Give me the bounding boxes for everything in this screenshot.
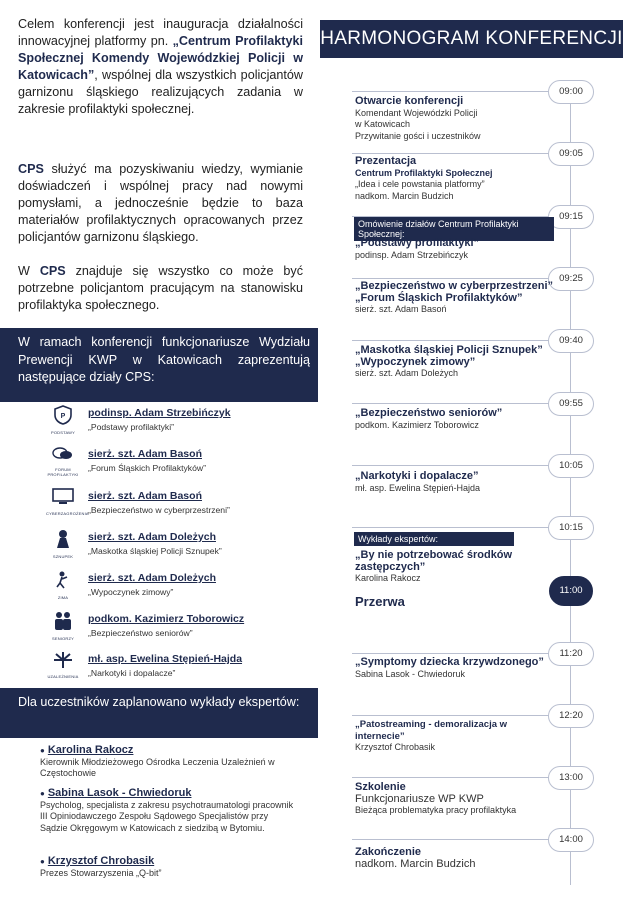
event-cyber-forum xyxy=(355,281,555,316)
event-line: Sabina Lasok - Chwiedoruk xyxy=(355,668,466,679)
event-title: „Patostreaming - demoralizacja w internecie” xyxy=(355,719,508,742)
cps-full-name: „Centrum Profilaktyki Społecznej Komendy Wojewódzkiej Policji w Katowicach” xyxy=(18,34,303,82)
event-line: Karolina Rakocz xyxy=(355,573,421,583)
intro-p1-text-end: , wspólnej dla wszystkich policjantów garnizonu śląskiego realizujących zadania w zakresie profilaktyki społecznej. xyxy=(18,68,303,116)
event-narkotyki xyxy=(355,471,555,494)
section-tag: Wykłady ekspertów: xyxy=(354,532,514,546)
expert-desc: Kierownik Młodzieżowego Ośrodka Leczenia Uzależnień w Częstochowie xyxy=(40,756,275,778)
event-break xyxy=(355,596,555,608)
forum-icon xyxy=(46,446,80,480)
event-expert-1 xyxy=(355,550,585,585)
timeline-divider xyxy=(352,777,549,778)
event-line: sierż. szt. Adam Doleżych xyxy=(355,368,459,378)
timeline-divider xyxy=(352,278,549,279)
event-title: „Symptomy dziecka krzywdzonego” xyxy=(355,656,544,668)
event-line: Przywitanie gości i uczestników xyxy=(355,130,481,141)
timeline-divider xyxy=(352,340,549,341)
time-badge: 11:20 xyxy=(548,642,594,666)
event-title: „Podstawy profilaktyki” xyxy=(355,237,480,249)
dept-item xyxy=(40,529,300,567)
event-line: w Katowicach xyxy=(355,119,411,129)
event-title: „Forum Śląskich Profilaktyków” xyxy=(355,291,523,304)
event-title: Zakończenie xyxy=(355,846,422,858)
dept-icon-caption: UZALEŻNIENIA xyxy=(47,674,79,679)
intro-paragraph-1 xyxy=(18,16,303,118)
time-badge: 09:05 xyxy=(548,142,594,166)
event-title: „Wypoczynek zimowy” xyxy=(355,355,476,368)
time-badge: 12:20 xyxy=(548,704,594,728)
event-training xyxy=(355,782,555,817)
event-closing xyxy=(355,847,555,870)
cps-label: CPS xyxy=(18,162,44,176)
time-badge: 09:25 xyxy=(548,267,594,291)
timeline-divider xyxy=(352,403,549,404)
timeline-divider xyxy=(352,527,549,528)
expert-desc: Prezes Stowarzyszenia „Q-bit” xyxy=(40,867,162,878)
time-badge-highlight: 11:00 xyxy=(549,576,593,606)
time-badge: 10:05 xyxy=(548,454,594,478)
dept-item xyxy=(40,488,300,526)
time-badge: 14:00 xyxy=(548,828,594,852)
intro-paragraph-2 xyxy=(18,161,303,246)
dept-title: „Bezpieczeństwo w cyberprzestrzeni” xyxy=(88,505,230,515)
dept-icon-caption: FORUM PROFILAKTYKI xyxy=(47,467,79,477)
dept-icon-caption: CYBERZAGROŻENIA xyxy=(46,511,89,516)
event-seniorzy xyxy=(355,408,555,431)
section-tag: Omówienie działów Centrum Profilaktyki Społecznej: xyxy=(354,217,554,241)
dept-item xyxy=(40,405,300,443)
event-line: sierż. szt. Adam Basoń xyxy=(355,304,447,314)
dept-title: „Wypoczynek zimowy” xyxy=(88,587,174,597)
timeline-divider xyxy=(352,715,549,716)
event-line: podinsp. Adam Strzebińczyk xyxy=(355,249,469,260)
dept-title: „Forum Śląskich Profilaktyków” xyxy=(88,463,206,473)
timeline-divider xyxy=(352,153,549,154)
intro-paragraph-3 xyxy=(18,263,303,314)
event-line: mł. asp. Ewelina Stępień-Hajda xyxy=(355,482,481,493)
intro-p3-start: W xyxy=(18,264,40,278)
event-title: „Narkotyki i dopalacze” xyxy=(355,470,479,482)
time-badge: 09:55 xyxy=(548,392,594,416)
svg-text:P: P xyxy=(60,413,66,420)
event-title: „Bezpieczeństwo w cyberprzestrzeni” xyxy=(355,280,554,292)
cps-label: CPS xyxy=(39,264,66,278)
dept-item xyxy=(40,651,300,689)
event-line: Bieżąca problematyka pracy profilaktyka xyxy=(355,805,517,815)
timeline-divider xyxy=(352,465,549,466)
event-line: nadkom. Marcin Budzich xyxy=(355,190,454,201)
event-line: Centrum Profilaktyki Społecznej xyxy=(355,167,493,178)
expert-item xyxy=(40,788,295,834)
event-title: Otwarcie konferencji xyxy=(355,95,464,107)
intro-p1-text: Celem konferencji jest inauguracja działalności innowacyjnej platformy pn. xyxy=(18,17,303,48)
expert-item xyxy=(40,856,295,879)
event-line: Funkcjonariusze WP KWP xyxy=(355,792,484,805)
event-line: Komendant Wojewódzki Policji xyxy=(355,107,478,118)
schedule-title: HARMONOGRAM KONFERENCJI xyxy=(320,20,623,58)
time-badge: 09:15 xyxy=(548,205,594,229)
expert-name: ● Karolina Rakocz xyxy=(40,745,295,757)
expert-name: ● Krzysztof Chrobasik xyxy=(40,856,295,868)
dept-icon-caption: SENIORZY xyxy=(51,636,75,641)
dept-presenter: sierż. szt. Adam Basoń xyxy=(88,490,202,502)
dept-icon-caption: ZIMA xyxy=(57,595,69,600)
timeline-divider xyxy=(352,91,549,92)
event-title: „Bezpieczeństwo seniorów” xyxy=(355,407,503,419)
dept-icon-caption: SZNUPEK xyxy=(52,554,74,559)
timeline-divider xyxy=(352,653,549,654)
dept-presenter: sierż. szt. Adam Doleżych xyxy=(88,572,216,584)
experts-intro-box xyxy=(0,688,318,738)
intro-p3-text: znajduje się wszystko co może być potrzebne policjantom pracującym na stanowisku profilaktyka społecznego. xyxy=(18,264,303,312)
depts-intro-text: W ramach konferencji funkcjonariusze Wydziału Prewencji KWP w Katowicach zaprezentują następujące działy CPS: xyxy=(18,335,310,384)
event-title: „By nie potrzebować środków zastępczych” xyxy=(355,549,513,573)
dept-title: „Narkotyki i dopalacze” xyxy=(88,668,176,678)
dept-title: „Maskotka śląskiej Policji Sznupek” xyxy=(88,546,222,556)
seniorzy-icon xyxy=(46,611,80,645)
dept-presenter: mł. asp. Ewelina Stępień-Hajda xyxy=(88,653,243,665)
event-expert-3 xyxy=(355,719,555,754)
time-badge: 09:00 xyxy=(548,80,594,104)
dept-title: „Podstawy profilaktyki” xyxy=(88,422,174,432)
event-opening xyxy=(355,96,555,142)
experts-intro-text: Dla uczestników zaplanowano wykłady ekspertów: xyxy=(18,695,300,709)
dept-presenter: sierż. szt. Adam Doleżych xyxy=(88,531,216,543)
zima-icon xyxy=(46,570,80,604)
time-badge: 09:40 xyxy=(548,329,594,353)
event-line: podkom. Kazimierz Toborowicz xyxy=(355,419,479,430)
event-line: nadkom. Marcin Budzich xyxy=(355,857,476,870)
event-title: „Maskotka śląskiej Policji Sznupek” xyxy=(355,344,543,356)
timeline-divider xyxy=(352,839,549,840)
event-podstawy xyxy=(355,238,555,261)
dept-icon-caption: PODSTAWY xyxy=(50,430,76,435)
event-title: Prezentacja xyxy=(355,155,417,167)
dept-item xyxy=(40,570,300,608)
expert-name: ● Sabina Lasok - Chwiedoruk xyxy=(40,788,295,800)
event-expert-2 xyxy=(355,657,555,680)
event-line: Krzysztof Chrobasik xyxy=(355,742,436,752)
event-sznupek-zima xyxy=(355,345,555,380)
expert-desc: Psycholog, specjalista z zakresu psychotraumatologi pracownik III Opiniodawczego Zespołu Sądowego Specjalistów przy Sądzie Okręgowym w Katowicach z siedzibą w Bytomiu. xyxy=(40,799,294,833)
cyber-icon xyxy=(46,488,89,522)
dept-item xyxy=(40,446,300,484)
event-title: Szkolenie xyxy=(355,781,406,793)
event-line: „Idea i cele powstania platformy” xyxy=(355,179,485,189)
time-badge: 10:15 xyxy=(548,516,594,540)
dept-presenter: podkom. Kazimierz Toborowicz xyxy=(88,613,245,625)
depts-intro-box xyxy=(0,328,318,402)
expert-item xyxy=(40,745,295,780)
uzaleznienia-icon xyxy=(46,651,80,685)
podstawy-icon xyxy=(46,405,80,439)
dept-presenter: sierż. szt. Adam Basoń xyxy=(88,448,202,460)
event-presentation xyxy=(355,156,555,202)
event-title: Przerwa xyxy=(355,594,405,609)
time-badge: 13:00 xyxy=(548,766,594,790)
dept-presenter: podinsp. Adam Strzebińczyk xyxy=(88,407,231,419)
intro-p2-text: służyć ma pozyskiwaniu wiedzy, wymianie doświadczeń i wspólnej pracy nad nowymi pomysłami, a jednocześnie będzie to baza materiałów profilaktycznych opracowanych przez policjantów garnizonu śląskiego. xyxy=(18,162,303,244)
sznupek-icon xyxy=(46,529,80,563)
dept-title: „Bezpieczeństwo seniorów” xyxy=(88,628,193,638)
dept-item xyxy=(40,611,300,649)
